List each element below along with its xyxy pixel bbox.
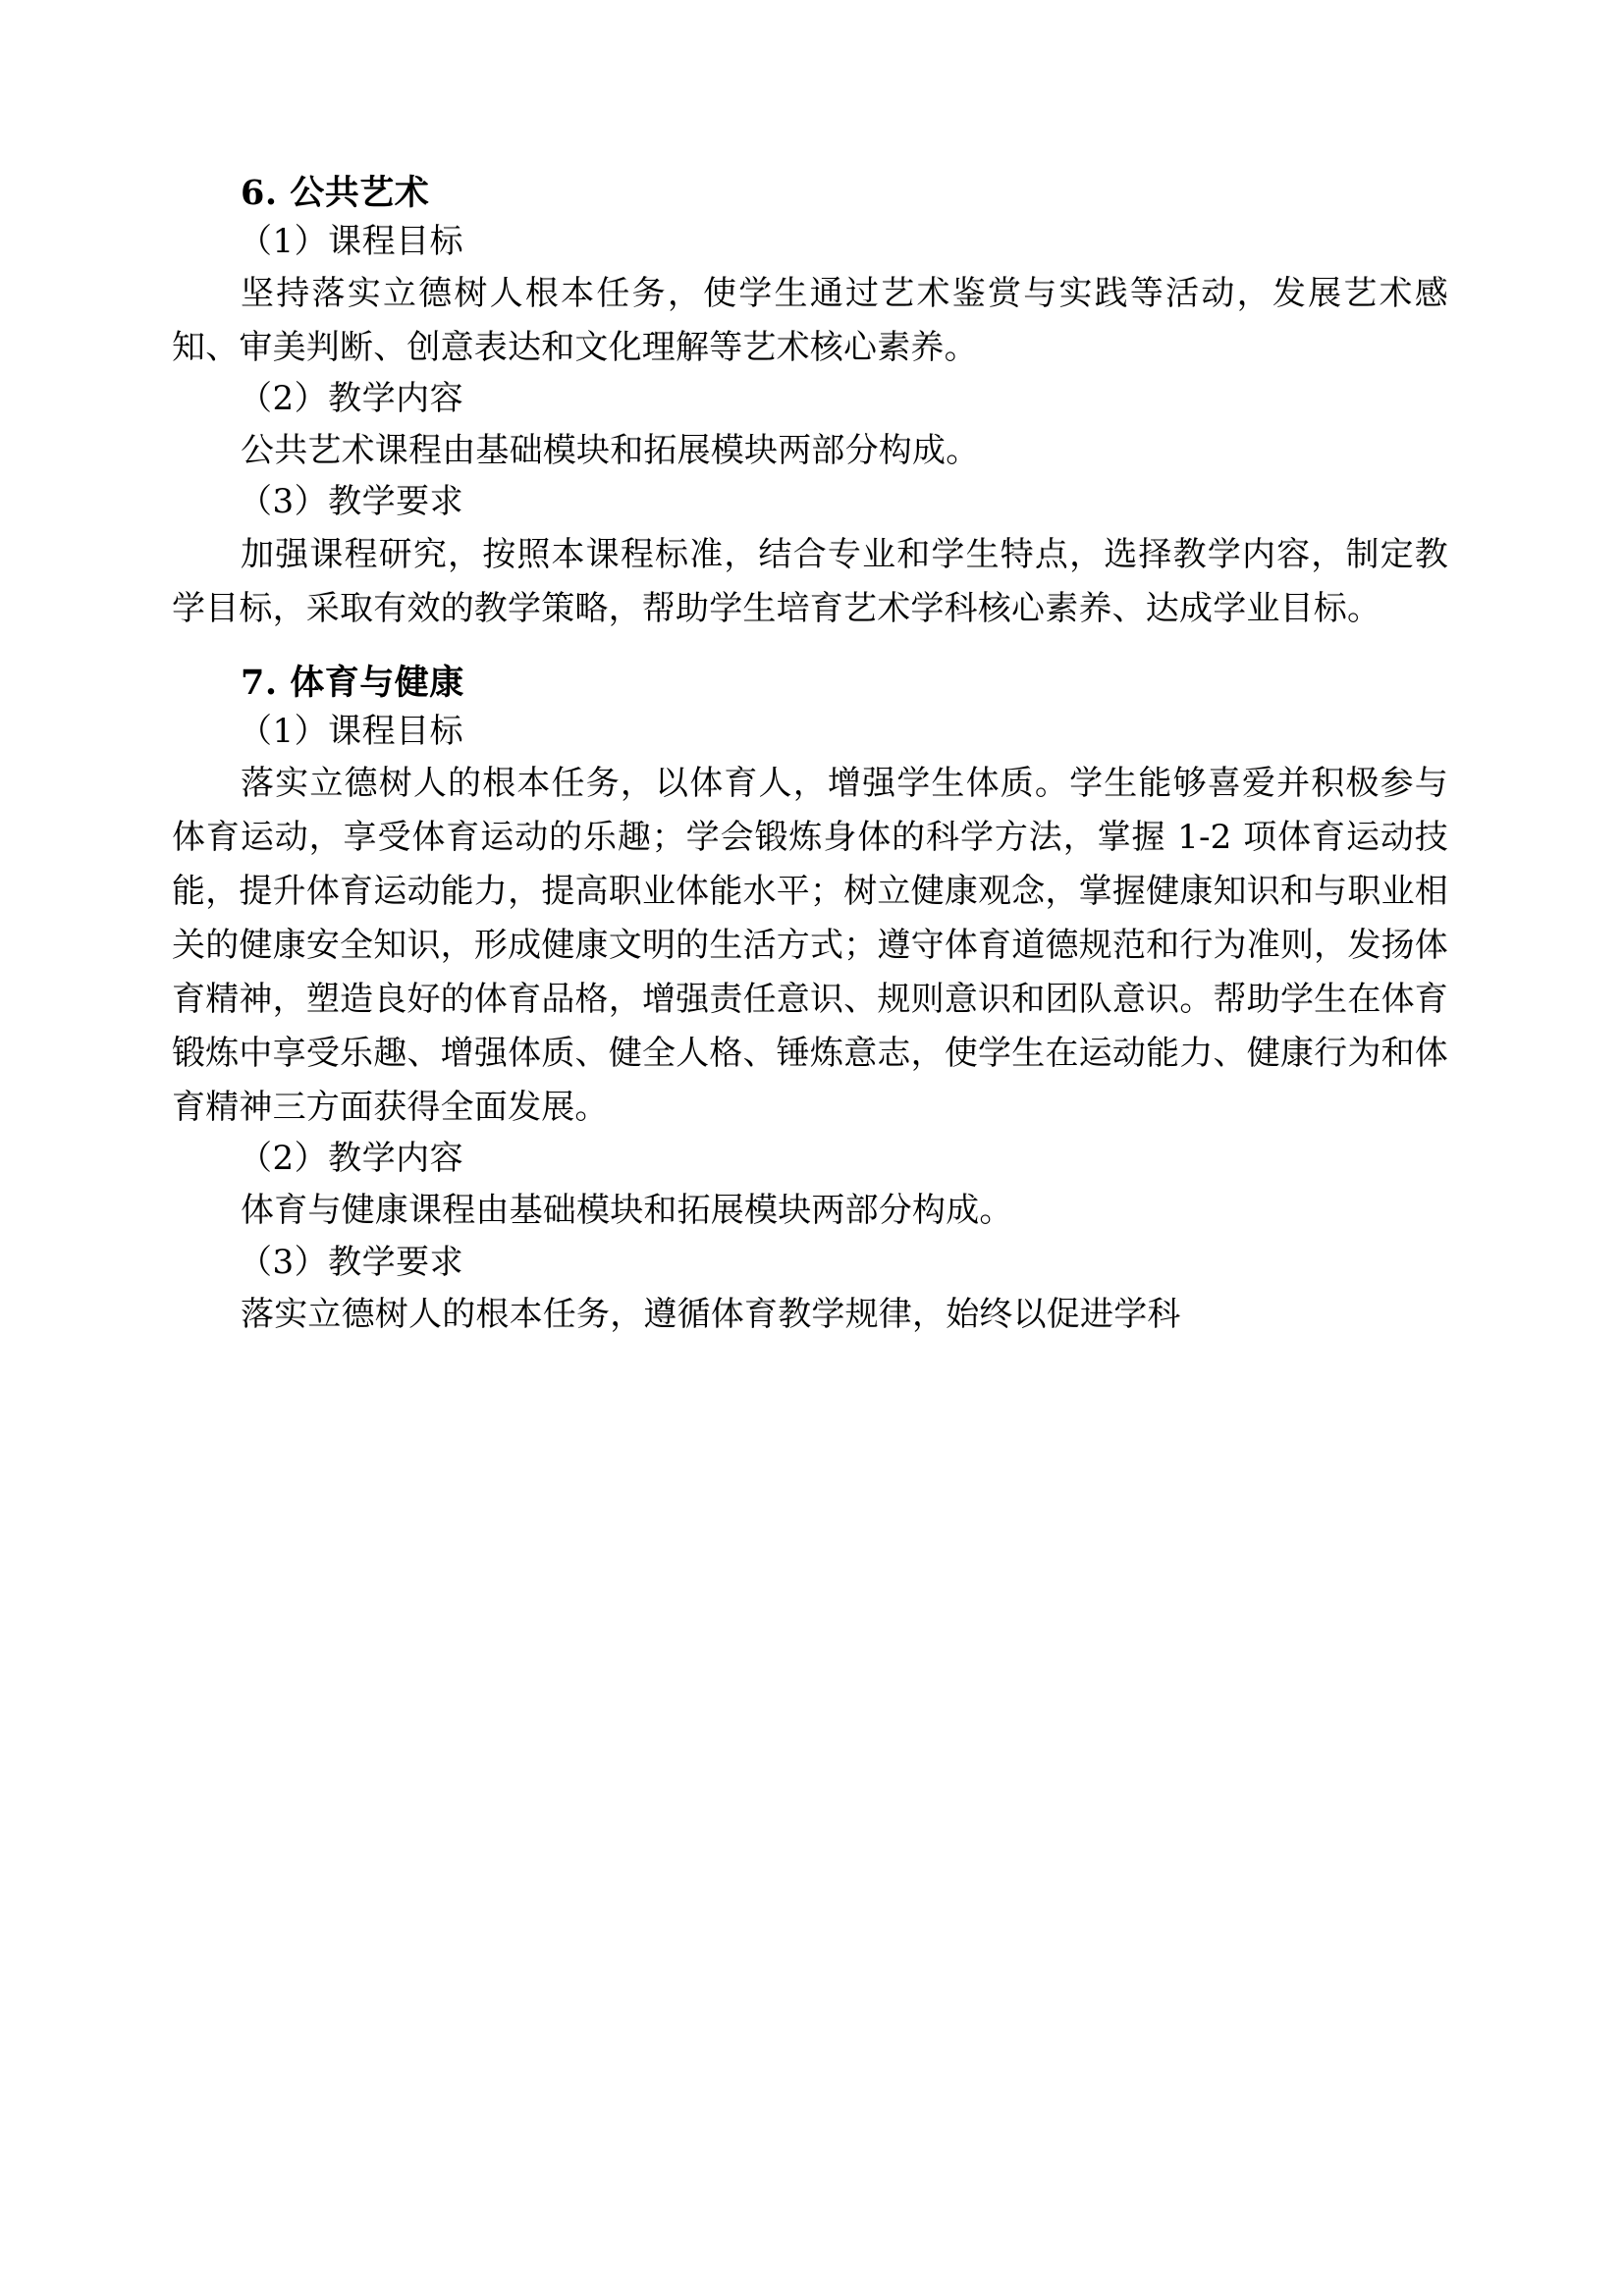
section-physical-education-health	[172, 662, 1448, 1342]
paragraph: 加强课程研究，按照本课程标准，结合专业和学生特点，选择教学内容，制定教学目标，采取有效的教学策略，帮助学生培育艺术学科核心素养、达成学业目标。	[172, 534, 1448, 628]
section-public-art	[172, 172, 1448, 636]
subsection-heading: （2）教学内容	[239, 1139, 464, 1179]
paragraph: 落实立德树人的根本任务，遵循体育教学规律，始终以促进学科	[241, 1294, 1181, 1334]
subsection-heading: （3）教学要求	[239, 482, 464, 522]
section-heading: 6. 公共艺术	[241, 173, 430, 213]
paragraph: 公共艺术课程由基础模块和拓展模块两部分构成。	[241, 431, 980, 471]
subsection-heading: （1）课程目标	[239, 711, 464, 751]
subsection-heading: （3）教学要求	[239, 1242, 464, 1282]
section-heading: 7. 体育与健康	[241, 662, 464, 703]
paragraph: 坚持落实立德树人根本任务，使学生通过艺术鉴赏与实践等活动，发展艺术感知、审美判断、创意表达和文化理解等艺术核心素养。	[172, 273, 1448, 368]
document-body	[172, 172, 1448, 1342]
paragraph: 落实立德树人的根本任务，以体育人，增强学生体质。学生能够喜爱并积极参与体育运动，享受体育运动的乐趣；学会锻炼身体的科学方法，掌握 1-2 项体育运动技能，提升体育运动能力，提高职业体能水平；树立健康观念，掌握健康知识和与职业相关的健康安全知识，形成健康文明的生活方式；遵守体育道德规范和行为准则，发扬体育精神，塑造良好的体育品格，增强责任意识、规则意识和团队意识。帮助学生在体育锻炼中享受乐趣、增强体质、健全人格、锤炼意志，使学生在运动能力、健康行为和体育精神三方面获得全面发展。	[172, 763, 1448, 1128]
subsection-heading: （1）课程目标	[239, 221, 464, 261]
paragraph: 体育与健康课程由基础模块和拓展模块两部分构成。	[241, 1191, 1013, 1231]
subsection-heading: （2）教学内容	[239, 379, 464, 419]
